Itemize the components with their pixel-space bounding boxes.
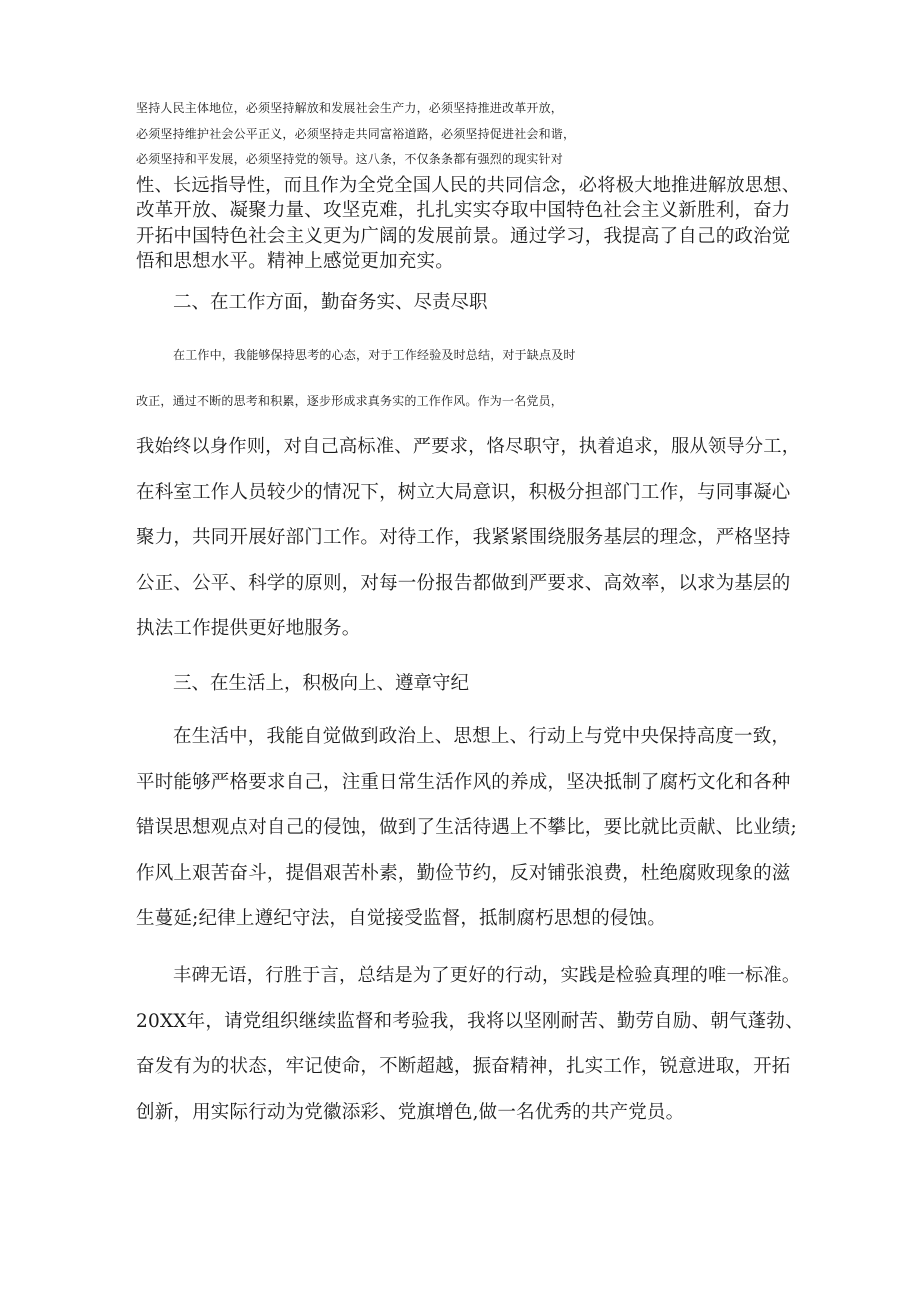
para2-line: 执法工作提供更好地服务。 <box>136 618 361 639</box>
para2-line: 在工作中，我能够保持思考的心态，对于工作经验及时总结，对于缺点及时 <box>173 348 576 362</box>
para3-line: 生蔓延;纪律上遵纪守法，自觉接受监督，抵制腐朽思想的侵蚀。 <box>136 908 667 929</box>
para2-line: 改正，通过不断的思考和积累，逐步形成求真务实的工作作风。作为一名党员， <box>136 393 564 408</box>
para1-line: 开拓中国特色社会主义更为广阔的发展前景。通过学习，我提高了自己的政治觉 <box>136 225 791 247</box>
paragraph-4 <box>136 953 804 1135</box>
paragraph-1 <box>136 96 800 275</box>
para2-line: 聚力，共同开展好部门工作。对待工作，我紧紧围绕服务基层的理念，严格坚持 <box>136 527 791 548</box>
para2-line: 我始终以身作则，对自己高标准、严要求，恪尽职守，执着追求，服从领导分工， <box>136 436 801 457</box>
para1-line: 必须坚持和平发展，必须坚持党的领导。这八条，不仅条条都有强烈的现实针对 <box>136 152 564 166</box>
para1-line: 坚持人民主体地位，必须坚持解放和发展社会生产力，必须坚持推进改革开放， <box>136 101 564 115</box>
para2-line: 公正、公平、科学的原则，对每一份报告都做到严要求、高效率，以求为基层的 <box>136 572 791 594</box>
para2-line: 在科室工作人员较少的情况下，树立大局意识，积极分担部门工作，与同事凝心 <box>136 481 791 503</box>
section-heading-work: 二、在工作方面，勤奋务实、尽责尽职 <box>173 292 488 313</box>
para3-line: 在生活中，我能自觉做到政治上、思想上、行动上与党中央保持高度一致， <box>173 726 791 747</box>
para3-line: 作风上艰苦奋斗，提倡艰苦朴素，勤俭节约，反对铺张浪费，杜绝腐败现象的滋 <box>136 862 791 884</box>
paragraph-3 <box>136 714 797 942</box>
para4-line: 奋发有为的状态，牢记使命，不断超越，振奋精神，扎实工作，锐意进取，开拓 <box>136 1056 791 1077</box>
para3-line: 错误思想观点对自己的侵蚀，做到了生活待遇上不攀比，要比就比贡献、比业绩; <box>136 817 797 838</box>
para4-line: 丰碑无语，行胜于言，总结是为了更好的行动，实践是检验真理的唯一标准。 <box>173 965 801 986</box>
para1-line: 悟和思想水平。精神上感觉更加充实。 <box>136 251 454 272</box>
para1-line: 性、长远指导性，而且作为全党全国人民的共同信念，必将极大地推进解放思想、 <box>136 174 801 196</box>
para1-line: 改革开放、凝聚力量、攻坚克难，扎扎实实夺取中国特色社会主义新胜利，奋力 <box>136 200 791 221</box>
para1-line: 必须坚持维护社会公平正义，必须坚持走共同富裕道路，必须坚持促进社会和谐， <box>136 126 576 141</box>
para3-line: 平时能够严格要求自己，注重日常生活作风的养成，坚决抵制了腐朽文化和各种 <box>136 771 791 793</box>
section-heading-life: 三、在生活上，积极向上、遵章守纪 <box>173 673 470 694</box>
para4-line: 20XX年，请党组织继续监督和考验我，我将以坚刚耐苦、勤劳自励、朝气蓬勃、 <box>136 1010 804 1032</box>
paragraph-2 <box>136 333 800 652</box>
para4-line: 创新，用实际行动为党徽添彩、党旗增色,做一名优秀的共产党员。 <box>136 1101 685 1123</box>
